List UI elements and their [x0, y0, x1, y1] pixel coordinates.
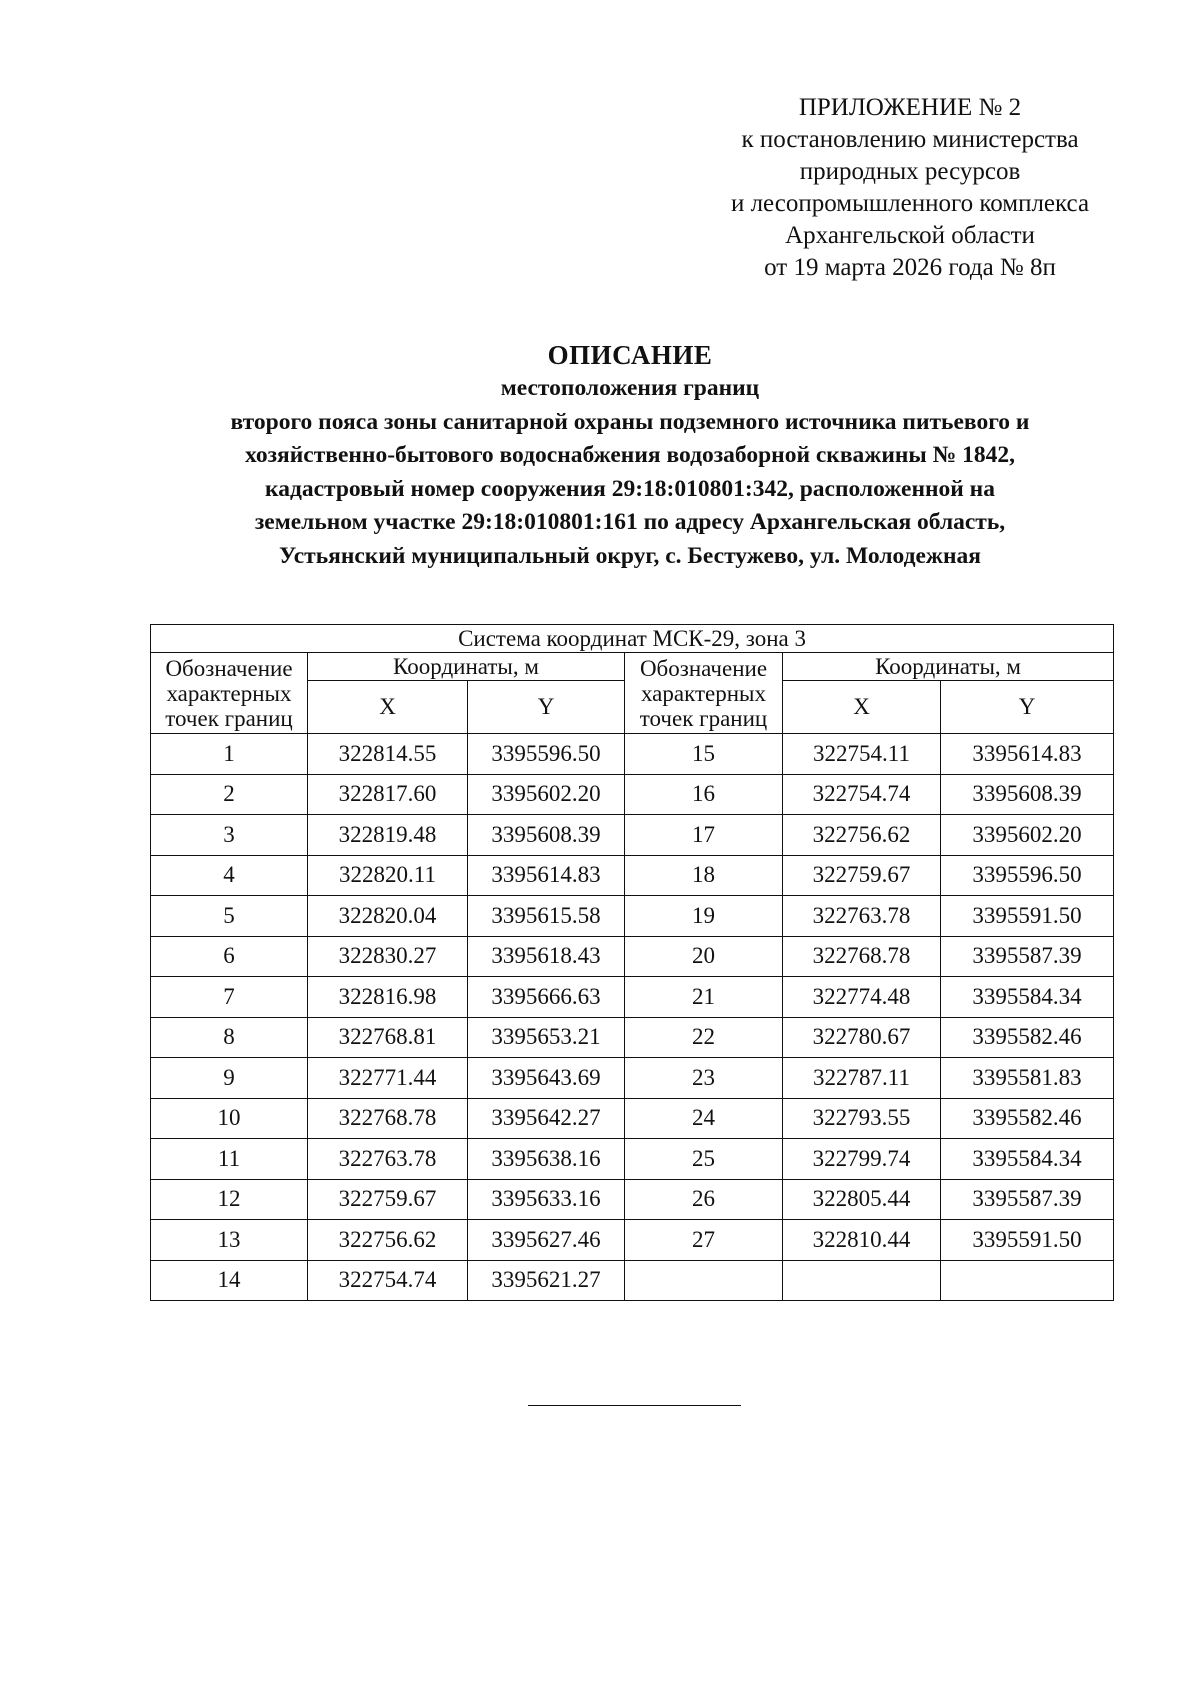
point-label-header: [151, 653, 308, 734]
y-coordinate: 3395666.63: [468, 977, 625, 1018]
x-coordinate: 322780.67: [783, 1017, 941, 1058]
table-row: [151, 1179, 1114, 1220]
table-row: [151, 896, 1114, 937]
point-number: 12: [151, 1179, 308, 1220]
x-coordinate: 322763.78: [308, 1139, 468, 1180]
table-header-system-row: [151, 625, 1114, 653]
point-number: 4: [151, 855, 308, 896]
y-coordinate: 3395621.27: [468, 1260, 625, 1301]
point-number: 26: [625, 1179, 783, 1220]
title-line: Устьянский муниципальный округ, с. Бестужево, ул. Молодежная: [279, 542, 981, 569]
point-label-text: Обозначение: [639, 655, 768, 681]
x-coordinate: 322763.78: [783, 896, 941, 937]
point-label-text: характерных: [640, 680, 766, 706]
point-number: 24: [625, 1098, 783, 1139]
table-row: [151, 734, 1114, 775]
y-coordinate: 3395618.43: [468, 936, 625, 977]
x-coordinate: [783, 1260, 941, 1301]
title-line: земельном участке 29:18:010801:161 по адресу Архангельская область,: [254, 509, 1006, 535]
x-coordinate: 322799.74: [783, 1139, 941, 1180]
point-number: 16: [625, 774, 783, 815]
x-coordinate: 322787.11: [783, 1058, 941, 1099]
x-coordinate: 322768.78: [308, 1098, 468, 1139]
y-coordinate: 3395614.83: [468, 855, 625, 896]
title-line: хозяйственно-бытового водоснабжения водозаборной скважины № 1842,: [244, 442, 1015, 468]
appendix-ref-line: к постановлению министерства: [741, 126, 1079, 153]
title-line: кадастровый номер сооружения 29:18:010801:342, расположенной на: [265, 475, 995, 502]
y-coordinate: 3395591.50: [941, 896, 1114, 937]
x-coordinate: 322820.11: [308, 855, 468, 896]
x-column-header: X: [308, 681, 468, 734]
y-coordinate: 3395615.58: [468, 896, 625, 937]
y-coordinate: 3395653.21: [468, 1017, 625, 1058]
x-coordinate: 322814.55: [308, 734, 468, 775]
point-label-header: [625, 653, 783, 734]
point-number: 11: [151, 1139, 308, 1180]
table-row: [151, 1017, 1114, 1058]
point-number: 17: [625, 815, 783, 856]
table-row: [151, 1058, 1114, 1099]
x-coordinate: 322805.44: [783, 1179, 941, 1220]
point-number: 22: [625, 1017, 783, 1058]
point-number: 5: [151, 896, 308, 937]
point-number: 14: [151, 1260, 308, 1301]
point-number: 25: [625, 1139, 783, 1180]
table-row: [151, 1139, 1114, 1180]
point-number: 9: [151, 1058, 308, 1099]
x-coordinate: 322756.62: [783, 815, 941, 856]
appendix-header: [690, 92, 1130, 284]
y-coordinate: 3395614.83: [941, 734, 1114, 775]
x-coordinate: 322754.74: [308, 1260, 468, 1301]
table-row: [151, 774, 1114, 815]
y-coordinate: 3395584.34: [941, 1139, 1114, 1180]
point-number: 15: [625, 734, 783, 775]
y-coordinate: 3395581.83: [941, 1058, 1114, 1099]
table-row: [151, 977, 1114, 1018]
x-coordinate: 322771.44: [308, 1058, 468, 1099]
point-number: 21: [625, 977, 783, 1018]
point-number: 6: [151, 936, 308, 977]
x-coordinate: 322759.67: [783, 855, 941, 896]
y-coordinate: 3395602.20: [468, 774, 625, 815]
title-heading: ОПИСАНИЕ: [547, 340, 713, 370]
x-coordinate: 322793.55: [783, 1098, 941, 1139]
y-coordinate: 3395633.16: [468, 1179, 625, 1220]
coordinates-header: Координаты, м: [783, 653, 1114, 681]
x-coordinate: 322756.62: [308, 1220, 468, 1261]
table-row: [151, 1260, 1114, 1301]
point-number: 7: [151, 977, 308, 1018]
appendix-date: от 19 марта 2026 года № 8п: [764, 254, 1056, 281]
point-number: 19: [625, 896, 783, 937]
x-coordinate: 322819.48: [308, 815, 468, 856]
appendix-ref-line: природных ресурсов: [799, 158, 1021, 185]
y-coordinate: 3395591.50: [941, 1220, 1114, 1261]
y-coordinate: 3395582.46: [941, 1017, 1114, 1058]
appendix-ref-line: Архангельской области: [785, 222, 1035, 249]
x-column-header: X: [783, 681, 941, 734]
point-number: 2: [151, 774, 308, 815]
point-label-text: точек границ: [165, 705, 293, 731]
y-coordinate: 3395642.27: [468, 1098, 625, 1139]
y-column-header: Y: [468, 681, 625, 734]
y-coordinate: 3395638.16: [468, 1139, 625, 1180]
point-number: 3: [151, 815, 308, 856]
x-coordinate: 322816.98: [308, 977, 468, 1018]
y-coordinate: 3395643.69: [468, 1058, 625, 1099]
title-line: второго пояса зоны санитарной охраны подземного источника питьевого и: [230, 408, 1030, 435]
y-coordinate: 3395627.46: [468, 1220, 625, 1261]
x-coordinate: 322768.78: [783, 936, 941, 977]
point-label-text: точек границ: [639, 705, 768, 731]
point-number: [625, 1260, 783, 1301]
x-coordinate: 322774.48: [783, 977, 941, 1018]
appendix-ref-line: и лесопромышленного комплекса: [730, 190, 1090, 217]
point-number: 1: [151, 734, 308, 775]
document-title: [80, 338, 1180, 573]
y-coordinate: 3395582.46: [941, 1098, 1114, 1139]
x-coordinate: 322768.81: [308, 1017, 468, 1058]
y-coordinate: 3395587.39: [941, 1179, 1114, 1220]
y-coordinate: 3395587.39: [941, 936, 1114, 977]
point-number: 20: [625, 936, 783, 977]
point-number: 8: [151, 1017, 308, 1058]
point-label-text: характерных: [166, 680, 292, 706]
coordinate-system-label: Система координат МСК-29, зона 3: [151, 625, 1114, 653]
table-header-row: [151, 653, 1114, 681]
point-number: 27: [625, 1220, 783, 1261]
x-coordinate: 322830.27: [308, 936, 468, 977]
y-coordinate: 3395596.50: [941, 855, 1114, 896]
x-coordinate: 322754.11: [783, 734, 941, 775]
x-coordinate: 322754.74: [783, 774, 941, 815]
x-coordinate: 322810.44: [783, 1220, 941, 1261]
coordinates-table: [150, 624, 1114, 1301]
point-number: 18: [625, 855, 783, 896]
coordinates-header: Координаты, м: [308, 653, 625, 681]
table-row: [151, 936, 1114, 977]
table-row: [151, 815, 1114, 856]
table-row: [151, 1098, 1114, 1139]
y-coordinate: 3395596.50: [468, 734, 625, 775]
y-coordinate: 3395608.39: [941, 774, 1114, 815]
x-coordinate: 322759.67: [308, 1179, 468, 1220]
y-column-header: Y: [941, 681, 1114, 734]
x-coordinate: 322817.60: [308, 774, 468, 815]
y-coordinate: [941, 1260, 1114, 1301]
closing-separator-line: [528, 1405, 741, 1406]
appendix-number: ПРИЛОЖЕНИЕ № 2: [798, 94, 1022, 121]
table-row: [151, 855, 1114, 896]
y-coordinate: 3395608.39: [468, 815, 625, 856]
y-coordinate: 3395584.34: [941, 977, 1114, 1018]
point-label-text: Обозначение: [165, 655, 293, 681]
table-row: [151, 1220, 1114, 1261]
x-coordinate: 322820.04: [308, 896, 468, 937]
point-number: 23: [625, 1058, 783, 1099]
title-line: местоположения границ: [500, 375, 760, 401]
point-number: 10: [151, 1098, 308, 1139]
point-number: 13: [151, 1220, 308, 1261]
y-coordinate: 3395602.20: [941, 815, 1114, 856]
